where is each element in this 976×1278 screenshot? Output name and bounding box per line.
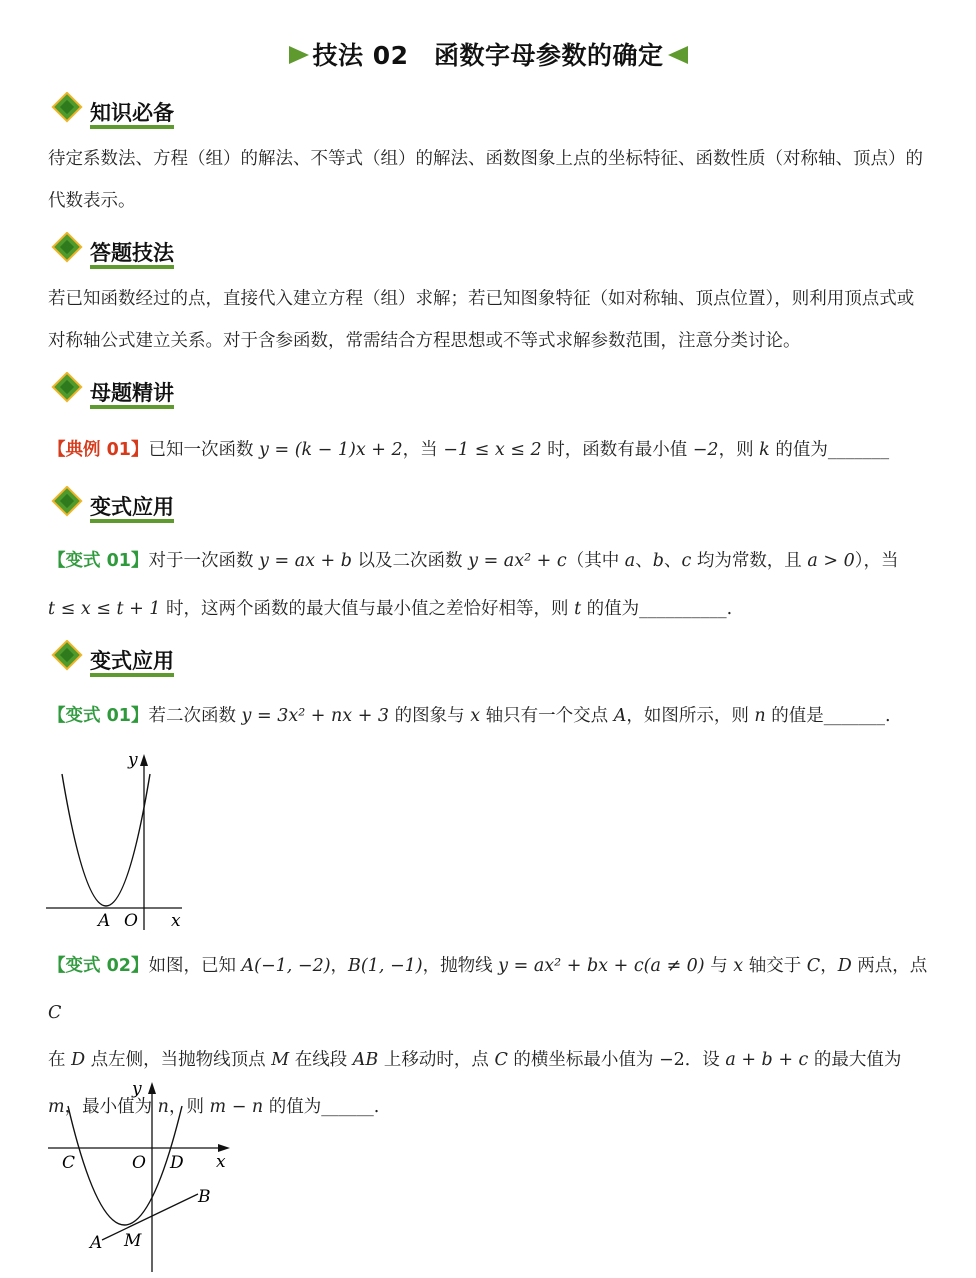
figure-parabola-1 xyxy=(44,748,194,933)
x-label: x xyxy=(171,911,181,931)
point-d-label: D xyxy=(170,1153,184,1173)
arrow-right-icon xyxy=(289,46,309,64)
point-c-label: C xyxy=(62,1153,76,1173)
variant-tag: 【变式 01】 xyxy=(48,706,149,726)
page-title: 技法 02 函数字母参数的确定 xyxy=(0,36,976,72)
section-title: 答题技法 xyxy=(90,242,174,269)
section-title: 母题精讲 xyxy=(90,382,174,409)
technique-text: 若已知函数经过的点，直接代入建立方程（组）求解；若已知图象特征（如对称轴、顶点位置），则利用顶点式或对称轴公式建立关系。对于含参函数，常需结合方程思想或不等式求解参数范围，注意分类讨论。 xyxy=(48,289,915,351)
section-title: 变式应用 xyxy=(90,496,174,523)
example-01: 【典例 01】已知一次函数 y = (k − 1)x + 2，当 −1 ≤ x ≤ 2 时，函数有最小值 −2，则 k 的值为_______ xyxy=(48,440,890,460)
x-axis-arrow xyxy=(218,1144,230,1152)
parabola-curve xyxy=(62,774,150,906)
figure-parabola-2 xyxy=(46,1076,236,1274)
point-a-label: A xyxy=(98,911,111,931)
point-a-label: A xyxy=(90,1233,103,1253)
x-label: x xyxy=(216,1152,226,1172)
knowledge-text: 待定系数法、方程（组）的解法、不等式（组）的解法、函数图象上点的坐标特征、函数性质（对称轴、顶点）的代数表示。 xyxy=(48,149,923,211)
variant-02: 【变式 02】如图，已知 A(−1, −2)，B(1, −1)，抛物线 y = ax² + bx + c(a ≠ 0) 与 x 轴交于 C，D 两点，点 C 在 D 点左侧，当抛物线顶点 M 在线段 AB 上移动时，点 C 的横坐标最小值为 −2．设 a + b + c 的最大值为 m，最小值为 n，则 m − n 的值为______. xyxy=(48,956,928,1117)
origin-label: O xyxy=(124,911,138,931)
arrow-left-icon xyxy=(668,46,688,64)
y-label: y xyxy=(132,1079,142,1099)
diamond-icon xyxy=(48,232,84,268)
variant-01-b: 【变式 01】若二次函数 y = 3x² + nx + 3 的图象与 x 轴只有一个交点 A，如图所示，则 n 的值是_______. xyxy=(48,706,891,726)
variant-01-a: 【变式 01】对于一次函数 y = ax + b 以及二次函数 y = ax² + c（其中 a、b、c 均为常数，且 a > 0），当 t ≤ x ≤ t + 1 时，这两个函数的最大值与最小值之差恰好相等，则 t 的值为__________. xyxy=(48,551,899,619)
parabola-curve xyxy=(68,1106,182,1225)
origin-label: O xyxy=(132,1153,146,1173)
example-tag: 【典例 01】 xyxy=(48,440,149,460)
variant-tag: 【变式 02】 xyxy=(48,956,149,976)
y-label: y xyxy=(128,750,138,770)
diamond-icon xyxy=(48,640,84,676)
y-axis-arrow xyxy=(148,1082,156,1094)
diamond-icon xyxy=(48,372,84,408)
point-b-label: B xyxy=(198,1187,211,1207)
y-axis-arrow xyxy=(140,754,148,766)
diamond-icon xyxy=(48,486,84,522)
point-m-label: M xyxy=(124,1231,142,1251)
section-title: 知识必备 xyxy=(90,102,174,129)
diamond-icon xyxy=(48,92,84,128)
variant-tag: 【变式 01】 xyxy=(48,551,149,571)
section-title: 变式应用 xyxy=(90,650,174,677)
